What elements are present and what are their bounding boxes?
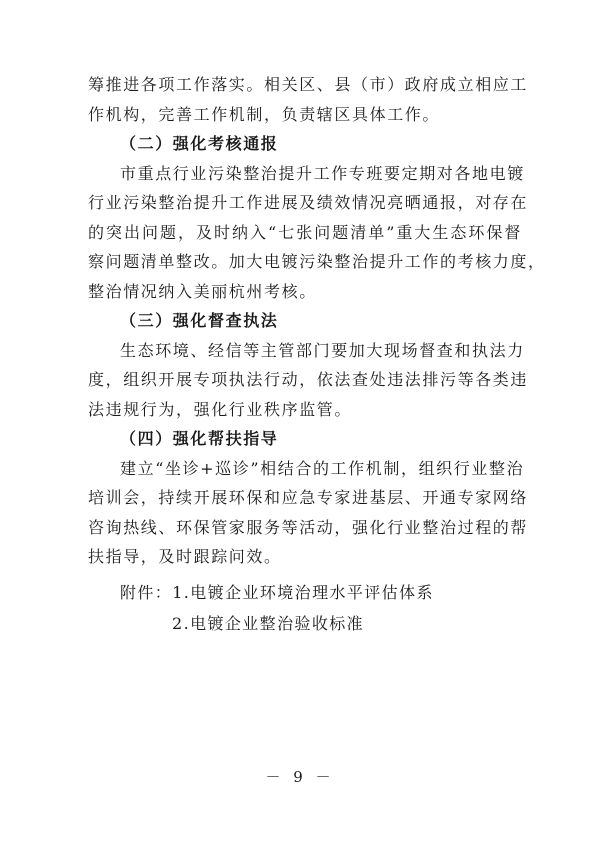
attachments-list xyxy=(120,577,434,639)
section-heading-guidance: （四）强化帮扶指导 xyxy=(120,429,279,448)
paragraph-line: 培训会，持续开展环保和应急专家进基层、开通专家网络 xyxy=(88,488,529,507)
paragraph-line: 察问题清单整改。加大电镀污染整治提升工作的考核力度， xyxy=(88,252,546,271)
paragraph-line: 咨询热线、环保管家服务等活动，强化行业整治过程的帮 xyxy=(88,517,529,537)
paragraph-line: 行业污染整治提升工作进展及绩效情况亮晒通报，对存在 xyxy=(88,193,529,212)
section-heading-assessment: （二）强化考核通报 xyxy=(120,134,279,153)
page-number: － 9 － xyxy=(265,768,335,786)
paragraph-line: 整治情况纳入美丽杭州考核。 xyxy=(88,281,317,301)
attachment-item-1: 附件：1.电镀企业环境治理水平评估体系 xyxy=(120,583,434,602)
paragraph-line: 建立“坐诊+巡诊”相结合的工作机制，组织行业整治 xyxy=(120,458,525,478)
section-heading-enforcement: （三）强化督查执法 xyxy=(120,311,279,330)
document-body xyxy=(88,70,546,572)
paragraph-line: 的突出问题，及时纳入“七张问题清单”重大生态环保督 xyxy=(88,222,522,242)
paragraph-line: 度，组织开展专项执法行动，依法查处违法排污等各类违 xyxy=(88,370,529,389)
paragraph-line: 扶指导，及时跟踪问效。 xyxy=(88,547,282,566)
paragraph-line: 筹推进各项工作落实。相关区、县（市）政府成立相应工 xyxy=(88,75,529,94)
paragraph-line: 作机构，完善工作机制，负责辖区具体工作。 xyxy=(88,104,441,124)
paragraph-line: 生态环境、经信等主管部门要加大现场督查和执法力 xyxy=(120,340,525,360)
paragraph-line: 市重点行业污染整治提升工作专班要定期对各地电镀 xyxy=(120,163,525,183)
attachment-item-2: 2.电镀企业整治验收标准 xyxy=(172,614,365,633)
paragraph-line: 法违规行为，强化行业秩序监管。 xyxy=(88,399,353,419)
